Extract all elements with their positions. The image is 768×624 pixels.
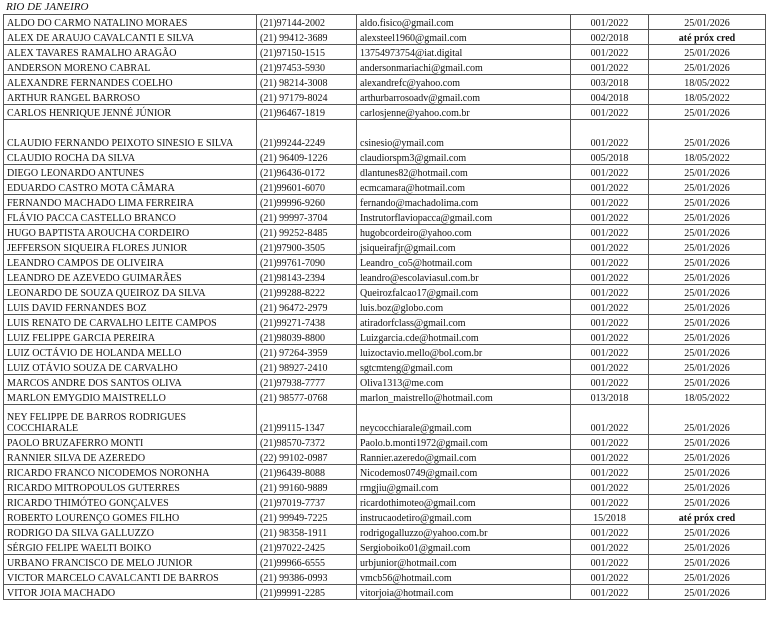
email-cell: luis.boz@globo.com: [357, 300, 571, 315]
date-cell: 25/01/2026: [649, 405, 766, 435]
email-cell: Instrutorflaviopacca@gmail.com: [357, 210, 571, 225]
table-row: [4, 570, 766, 585]
table-row: [4, 375, 766, 390]
name-cell: ALEX TAVARES RAMALHO ARAGÃO: [4, 45, 257, 60]
table-body: [4, 15, 766, 600]
phone-cell: (21)97900-3505: [257, 240, 357, 255]
email-cell: fernando@machadolima.com: [357, 195, 571, 210]
name-cell: LEANDRO CAMPOS DE OLIVEIRA: [4, 255, 257, 270]
date-cell: 18/05/2022: [649, 75, 766, 90]
table-row: [4, 405, 766, 435]
date-cell: 25/01/2026: [649, 465, 766, 480]
date-cell: 25/01/2026: [649, 255, 766, 270]
code-cell: 001/2022: [571, 435, 649, 450]
date-cell: 25/01/2026: [649, 495, 766, 510]
date-cell: 25/01/2026: [649, 345, 766, 360]
table-row: [4, 435, 766, 450]
phone-cell: (21)99601-6070: [257, 180, 357, 195]
phone-cell: (21) 98214-3008: [257, 75, 357, 90]
table-row: [4, 120, 766, 150]
table-row: [4, 285, 766, 300]
email-cell: vmcb56@hotmail.com: [357, 570, 571, 585]
date-cell: 25/01/2026: [649, 165, 766, 180]
code-cell: 001/2022: [571, 480, 649, 495]
name-cell: RANNIER SILVA DE AZEREDO: [4, 450, 257, 465]
phone-cell: (21)96439-8088: [257, 465, 357, 480]
date-cell: 25/01/2026: [649, 585, 766, 600]
date-cell: 25/01/2026: [649, 60, 766, 75]
code-cell: 002/2018: [571, 30, 649, 45]
email-cell: rmgjiu@gmail.com: [357, 480, 571, 495]
phone-cell: (21)97144-2002: [257, 15, 357, 30]
code-cell: 001/2022: [571, 525, 649, 540]
phone-cell: (21)97938-7777: [257, 375, 357, 390]
email-cell: ricardothimoteo@gmail.com: [357, 495, 571, 510]
email-cell: dlantunes82@hotmail.com: [357, 165, 571, 180]
code-cell: 013/2018: [571, 390, 649, 405]
email-cell: claudiorspm3@gmail.com: [357, 150, 571, 165]
code-cell: 001/2022: [571, 345, 649, 360]
email-cell: Rannier.azeredo@gmail.com: [357, 450, 571, 465]
name-cell: MARLON EMYGDIO MAISTRELLO: [4, 390, 257, 405]
email-cell: rodrigogalluzzo@yahoo.com.br: [357, 525, 571, 540]
code-cell: 001/2022: [571, 465, 649, 480]
email-cell: neycocchiarale@gmail.com: [357, 405, 571, 435]
table-row: [4, 330, 766, 345]
table-row: [4, 390, 766, 405]
table-row: [4, 240, 766, 255]
instructor-table: [3, 14, 766, 600]
code-cell: 15/2018: [571, 510, 649, 525]
table-row: [4, 510, 766, 525]
name-cell: RODRIGO DA SILVA GALLUZZO: [4, 525, 257, 540]
code-cell: 001/2022: [571, 45, 649, 60]
email-cell: Paolo.b.monti1972@gmail.com: [357, 435, 571, 450]
phone-cell: (21) 96472-2979: [257, 300, 357, 315]
table-row: [4, 465, 766, 480]
phone-cell: (21)98143-2394: [257, 270, 357, 285]
email-cell: hugobcordeiro@yahoo.com: [357, 225, 571, 240]
table-row: [4, 75, 766, 90]
name-cell: EDUARDO CASTRO MOTA CÂMARA: [4, 180, 257, 195]
table-row: [4, 345, 766, 360]
name-cell: RICARDO FRANCO NICODEMOS NORONHA: [4, 465, 257, 480]
date-cell: 25/01/2026: [649, 555, 766, 570]
date-cell: 25/01/2026: [649, 330, 766, 345]
email-cell: Luizgarcia.cde@hotmail.com: [357, 330, 571, 345]
email-cell: Nicodemos0749@gmail.com: [357, 465, 571, 480]
phone-cell: (21)99288-8222: [257, 285, 357, 300]
code-cell: 001/2022: [571, 195, 649, 210]
code-cell: 001/2022: [571, 15, 649, 30]
phone-cell: (21) 99949-7225: [257, 510, 357, 525]
code-cell: 001/2022: [571, 405, 649, 435]
code-cell: 001/2022: [571, 315, 649, 330]
table-row: [4, 90, 766, 105]
code-cell: 001/2022: [571, 270, 649, 285]
code-cell: 001/2022: [571, 300, 649, 315]
date-cell: 25/01/2026: [649, 15, 766, 30]
date-cell: 25/01/2026: [649, 120, 766, 150]
phone-cell: (21) 98358-1911: [257, 525, 357, 540]
email-cell: vitorjoia@hotmail.com: [357, 585, 571, 600]
name-cell: ANDERSON MORENO CABRAL: [4, 60, 257, 75]
date-cell: 25/01/2026: [649, 525, 766, 540]
email-cell: alexsteel1960@gmail.com: [357, 30, 571, 45]
code-cell: 001/2022: [571, 210, 649, 225]
phone-cell: (21) 99412-3689: [257, 30, 357, 45]
phone-cell: (21) 98577-0768: [257, 390, 357, 405]
date-cell: 25/01/2026: [649, 375, 766, 390]
code-cell: 001/2022: [571, 570, 649, 585]
email-cell: jsiqueirafjr@gmail.com: [357, 240, 571, 255]
table-row: [4, 195, 766, 210]
phone-cell: (21)97022-2425: [257, 540, 357, 555]
name-cell: RICARDO MITROPOULOS GUTERRES: [4, 480, 257, 495]
date-cell: 25/01/2026: [649, 360, 766, 375]
name-cell: LUIZ OCTÁVIO DE HOLANDA MELLO: [4, 345, 257, 360]
date-cell: 25/01/2026: [649, 195, 766, 210]
email-cell: sgtcmteng@gmail.com: [357, 360, 571, 375]
code-cell: 001/2022: [571, 585, 649, 600]
date-cell: 25/01/2026: [649, 540, 766, 555]
table-row: [4, 45, 766, 60]
name-cell: ALEX DE ARAUJO CAVALCANTI E SILVA: [4, 30, 257, 45]
email-cell: Oliva1313@me.com: [357, 375, 571, 390]
name-cell: JEFFERSON SIQUEIRA FLORES JUNIOR: [4, 240, 257, 255]
phone-cell: (21)99996-9260: [257, 195, 357, 210]
date-cell: 25/01/2026: [649, 270, 766, 285]
code-cell: 001/2022: [571, 330, 649, 345]
name-cell: NEY FELIPPE DE BARROS RODRIGUES COCCHIARALE: [4, 405, 257, 435]
name-cell: LUIS RENATO DE CARVALHO LEITE CAMPOS: [4, 315, 257, 330]
phone-cell: (21)99761-7090: [257, 255, 357, 270]
table-row: [4, 270, 766, 285]
email-cell: Sergioboiko01@gmail.com: [357, 540, 571, 555]
date-cell: 25/01/2026: [649, 285, 766, 300]
date-cell: 25/01/2026: [649, 570, 766, 585]
date-cell: 25/01/2026: [649, 180, 766, 195]
code-cell: 001/2022: [571, 255, 649, 270]
date-cell: 25/01/2026: [649, 105, 766, 120]
code-cell: 001/2022: [571, 495, 649, 510]
phone-cell: (21) 99386-0993: [257, 570, 357, 585]
table-row: [4, 540, 766, 555]
date-cell: até próx cred: [649, 510, 766, 525]
email-cell: csinesio@ymail.com: [357, 120, 571, 150]
name-cell: PAOLO BRUZAFERRO MONTI: [4, 435, 257, 450]
table-row: [4, 300, 766, 315]
table-row: [4, 480, 766, 495]
name-cell: ROBERTO LOURENÇO GOMES FILHO: [4, 510, 257, 525]
date-cell: 25/01/2026: [649, 210, 766, 225]
section-title: RIO DE JANEIRO: [6, 1, 89, 13]
code-cell: 001/2022: [571, 225, 649, 240]
code-cell: 001/2022: [571, 450, 649, 465]
phone-cell: (21)98039-8800: [257, 330, 357, 345]
date-cell: até próx cred: [649, 30, 766, 45]
table-row: [4, 450, 766, 465]
phone-cell: (21) 96409-1226: [257, 150, 357, 165]
phone-cell: (21)97150-1515: [257, 45, 357, 60]
name-cell: URBANO FRANCISCO DE MELO JUNIOR: [4, 555, 257, 570]
date-cell: 25/01/2026: [649, 315, 766, 330]
name-cell: VICTOR MARCELO CAVALCANTI DE BARROS: [4, 570, 257, 585]
table-row: [4, 555, 766, 570]
email-cell: arthurbarrosoadv@gmail.com: [357, 90, 571, 105]
date-cell: 25/01/2026: [649, 225, 766, 240]
name-cell: HUGO BAPTISTA AROUCHA CORDEIRO: [4, 225, 257, 240]
name-cell: CLAUDIO FERNANDO PEIXOTO SINESIO E SILVA: [4, 120, 257, 150]
phone-cell: (21) 99997-3704: [257, 210, 357, 225]
code-cell: 001/2022: [571, 555, 649, 570]
table-row: [4, 315, 766, 330]
phone-cell: (21)99991-2285: [257, 585, 357, 600]
email-cell: carlosjenne@yahoo.com.br: [357, 105, 571, 120]
email-cell: marlon_maistrello@hotmail.com: [357, 390, 571, 405]
table-row: [4, 525, 766, 540]
date-cell: 25/01/2026: [649, 435, 766, 450]
date-cell: 25/01/2026: [649, 240, 766, 255]
name-cell: LEANDRO DE AZEVEDO GUIMARÃES: [4, 270, 257, 285]
date-cell: 25/01/2026: [649, 480, 766, 495]
date-cell: 25/01/2026: [649, 45, 766, 60]
name-cell: LEONARDO DE SOUZA QUEIROZ DA SILVA: [4, 285, 257, 300]
name-cell: FERNANDO MACHADO LIMA FERREIRA: [4, 195, 257, 210]
code-cell: 001/2022: [571, 540, 649, 555]
phone-cell: (21) 99252-8485: [257, 225, 357, 240]
name-cell: CARLOS HENRIQUE JENNÉ JÚNIOR: [4, 105, 257, 120]
email-cell: leandro@escolaviasul.com.br: [357, 270, 571, 285]
phone-cell: (21) 99160-9889: [257, 480, 357, 495]
table-row: [4, 210, 766, 225]
table-row: [4, 255, 766, 270]
email-cell: 13754973754@iat.digital: [357, 45, 571, 60]
phone-cell: (21) 97264-3959: [257, 345, 357, 360]
email-cell: instrucaodetiro@gmail.com: [357, 510, 571, 525]
name-cell: LUIZ OTÁVIO SOUZA DE CARVALHO: [4, 360, 257, 375]
code-cell: 001/2022: [571, 105, 649, 120]
code-cell: 003/2018: [571, 75, 649, 90]
phone-cell: (21) 97179-8024: [257, 90, 357, 105]
name-cell: CLAUDIO ROCHA DA SILVA: [4, 150, 257, 165]
date-cell: 25/01/2026: [649, 300, 766, 315]
table-row: [4, 150, 766, 165]
email-cell: Leandro_co5@hotmail.com: [357, 255, 571, 270]
instructor-list: [3, 0, 765, 600]
name-cell: DIEGO LEONARDO ANTUNES: [4, 165, 257, 180]
email-cell: alexandrefc@yahoo.com: [357, 75, 571, 90]
date-cell: 18/05/2022: [649, 390, 766, 405]
phone-cell: (21)99966-6555: [257, 555, 357, 570]
name-cell: RICARDO THIMÓTEO GONÇALVES: [4, 495, 257, 510]
phone-cell: (21)99271-7438: [257, 315, 357, 330]
table-row: [4, 495, 766, 510]
name-cell: SÉRGIO FELIPE WAELTI BOIKO: [4, 540, 257, 555]
phone-cell: (21)98570-7372: [257, 435, 357, 450]
table-row: [4, 105, 766, 120]
code-cell: 001/2022: [571, 165, 649, 180]
phone-cell: (21) 98927-2410: [257, 360, 357, 375]
email-cell: aldo.fisico@gmail.com: [357, 15, 571, 30]
table-row: [4, 60, 766, 75]
name-cell: FLÁVIO PACCA CASTELLO BRANCO: [4, 210, 257, 225]
date-cell: 25/01/2026: [649, 450, 766, 465]
code-cell: 001/2022: [571, 60, 649, 75]
name-cell: VITOR JOIA MACHADO: [4, 585, 257, 600]
name-cell: ARTHUR RANGEL BARROSO: [4, 90, 257, 105]
phone-cell: (21)99115-1347: [257, 405, 357, 435]
table-row: [4, 360, 766, 375]
table-row: [4, 15, 766, 30]
table-row: [4, 180, 766, 195]
phone-cell: (21)97019-7737: [257, 495, 357, 510]
date-cell: 18/05/2022: [649, 150, 766, 165]
email-cell: ecmcamara@hotmail.com: [357, 180, 571, 195]
table-row: [4, 585, 766, 600]
email-cell: urbjunior@hotmail.com: [357, 555, 571, 570]
table-row: [4, 165, 766, 180]
name-cell: MARCOS ANDRE DOS SANTOS OLIVA: [4, 375, 257, 390]
table-row: [4, 225, 766, 240]
phone-cell: (22) 99102-0987: [257, 450, 357, 465]
code-cell: 001/2022: [571, 285, 649, 300]
name-cell: ALDO DO CARMO NATALINO MORAES: [4, 15, 257, 30]
code-cell: 001/2022: [571, 180, 649, 195]
code-cell: 001/2022: [571, 375, 649, 390]
code-cell: 004/2018: [571, 90, 649, 105]
date-cell: 18/05/2022: [649, 90, 766, 105]
email-cell: atiradorfclass@gmail.com: [357, 315, 571, 330]
name-cell: LUIS DAVID FERNANDES BOZ: [4, 300, 257, 315]
phone-cell: (21)96436-0172: [257, 165, 357, 180]
email-cell: Queirozfalcao17@gmail.com: [357, 285, 571, 300]
name-cell: LUIZ FELIPPE GARCIA PEREIRA: [4, 330, 257, 345]
table-row: [4, 30, 766, 45]
email-cell: luizoctavio.mello@bol.com.br: [357, 345, 571, 360]
phone-cell: (21)96467-1819: [257, 105, 357, 120]
code-cell: 001/2022: [571, 360, 649, 375]
code-cell: 005/2018: [571, 150, 649, 165]
code-cell: 001/2022: [571, 240, 649, 255]
phone-cell: (21)99244-2249: [257, 120, 357, 150]
name-cell: ALEXANDRE FERNANDES COELHO: [4, 75, 257, 90]
email-cell: andersonmariachi@gmail.com: [357, 60, 571, 75]
code-cell: 001/2022: [571, 120, 649, 150]
phone-cell: (21)97453-5930: [257, 60, 357, 75]
